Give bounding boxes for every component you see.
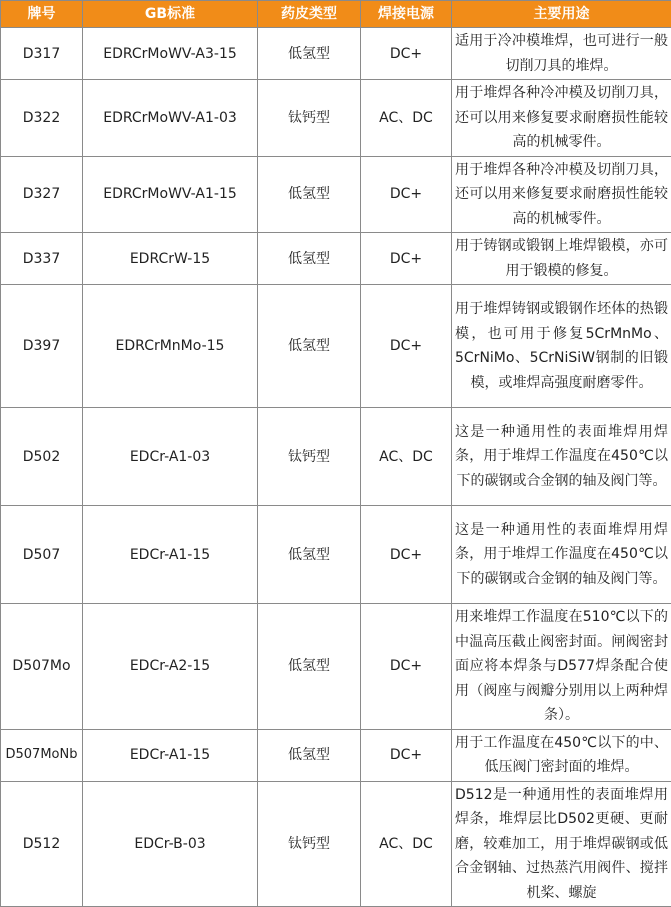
table-row: [1, 28, 671, 80]
cell-grade: D322: [1, 80, 83, 157]
cell-grade: D507: [1, 506, 83, 604]
cell-main-use: 用于堆焊各种冷冲模及切削刀具，还可以用来修复要求耐磨损性能较高的机械零件。: [452, 156, 671, 233]
cell-gb-standard: EDCr-A1-15: [83, 729, 258, 781]
cell-gb-standard: EDRCrMoWV-A1-15: [83, 156, 258, 233]
cell-coating-type: 低氢型: [258, 28, 361, 80]
cell-power-source: DC+: [361, 729, 452, 781]
cell-power-source: DC+: [361, 285, 452, 408]
cell-coating-type: 钛钙型: [258, 408, 361, 506]
cell-grade: D507MoNb: [1, 729, 83, 781]
cell-main-use: 用于工作温度在450℃以下的中、低压阀门密封面的堆焊。: [452, 729, 671, 781]
cell-gb-standard: EDRCrW-15: [83, 233, 258, 285]
header-coating-type: 药皮类型: [258, 1, 361, 28]
cell-coating-type: 低氢型: [258, 233, 361, 285]
cell-grade: D317: [1, 28, 83, 80]
cell-grade: D507Mo: [1, 604, 83, 730]
cell-main-use: 用于堆焊铸钢或锻钢作坯体的热锻模，也可用于修复5CrMnMo、5CrNiMo、5CrNiSiW钢制的旧锻模，或堆焊高强度耐磨零件。: [452, 285, 671, 408]
table-row: [1, 604, 671, 730]
cell-coating-type: 低氢型: [258, 506, 361, 604]
cell-coating-type: 低氢型: [258, 156, 361, 233]
cell-gb-standard: EDRCrMnMo-15: [83, 285, 258, 408]
cell-power-source: AC、DC: [361, 80, 452, 157]
header-power-source: 焊接电源: [361, 1, 452, 28]
cell-main-use: 用来堆焊工作温度在510℃以下的中温高压截止阀密封面。闸阀密封面应将本焊条与D577焊条配合使用（阀座与阀瓣分别用以上两种焊条）。: [452, 604, 671, 730]
cell-power-source: DC+: [361, 28, 452, 80]
table-header: [1, 1, 671, 28]
cell-power-source: DC+: [361, 233, 452, 285]
cell-gb-standard: EDCr-B-03: [83, 781, 258, 907]
cell-coating-type: 低氢型: [258, 285, 361, 408]
cell-power-source: DC+: [361, 506, 452, 604]
cell-main-use: 用于铸钢或锻钢上堆焊锻模，亦可用于锻模的修复。: [452, 233, 671, 285]
cell-gb-standard: EDCr-A1-15: [83, 506, 258, 604]
header-gb-standard: GB标准: [83, 1, 258, 28]
table-body: [1, 28, 671, 907]
cell-grade: D327: [1, 156, 83, 233]
header-grade: 牌号: [1, 1, 83, 28]
cell-gb-standard: EDRCrMoWV-A3-15: [83, 28, 258, 80]
cell-main-use: 这是一种通用性的表面堆焊用焊条，用于堆焊工作温度在450℃以下的碳钢或合金钢的轴及阀门等。: [452, 506, 671, 604]
cell-grade: D337: [1, 233, 83, 285]
cell-power-source: AC、DC: [361, 408, 452, 506]
header-row: [1, 1, 671, 28]
cell-coating-type: 钛钙型: [258, 781, 361, 907]
cell-power-source: AC、DC: [361, 781, 452, 907]
cell-gb-standard: EDCr-A2-15: [83, 604, 258, 730]
table-row: [1, 156, 671, 233]
table-row: [1, 233, 671, 285]
cell-gb-standard: EDCr-A1-03: [83, 408, 258, 506]
cell-main-use: 适用于冷冲模堆焊，也可进行一般切削刀具的堆焊。: [452, 28, 671, 80]
cell-power-source: DC+: [361, 156, 452, 233]
table-row: [1, 408, 671, 506]
cell-grade: D502: [1, 408, 83, 506]
table-row: [1, 285, 671, 408]
table-row: [1, 506, 671, 604]
cell-main-use: D512是一种通用性的表面堆焊用焊条，堆焊层比D502更硬、更耐磨，较难加工，用于堆焊碳钢或低合金钢轴、过热蒸汽用阀件、搅拌机桨、螺旋: [452, 781, 671, 907]
cell-main-use: 用于堆焊各种冷冲模及切削刀具，还可以用来修复要求耐磨损性能较高的机械零件。: [452, 80, 671, 157]
table-row: [1, 80, 671, 157]
cell-grade: D397: [1, 285, 83, 408]
cell-gb-standard: EDRCrMoWV-A1-03: [83, 80, 258, 157]
cell-power-source: DC+: [361, 604, 452, 730]
header-main-use: 主要用途: [452, 1, 671, 28]
cell-main-use: 这是一种通用性的表面堆焊用焊条，用于堆焊工作温度在450℃以下的碳钢或合金钢的轴及阀门等。: [452, 408, 671, 506]
cell-coating-type: 低氢型: [258, 729, 361, 781]
table-row: [1, 729, 671, 781]
cell-coating-type: 钛钙型: [258, 80, 361, 157]
cell-coating-type: 低氢型: [258, 604, 361, 730]
cell-grade: D512: [1, 781, 83, 907]
